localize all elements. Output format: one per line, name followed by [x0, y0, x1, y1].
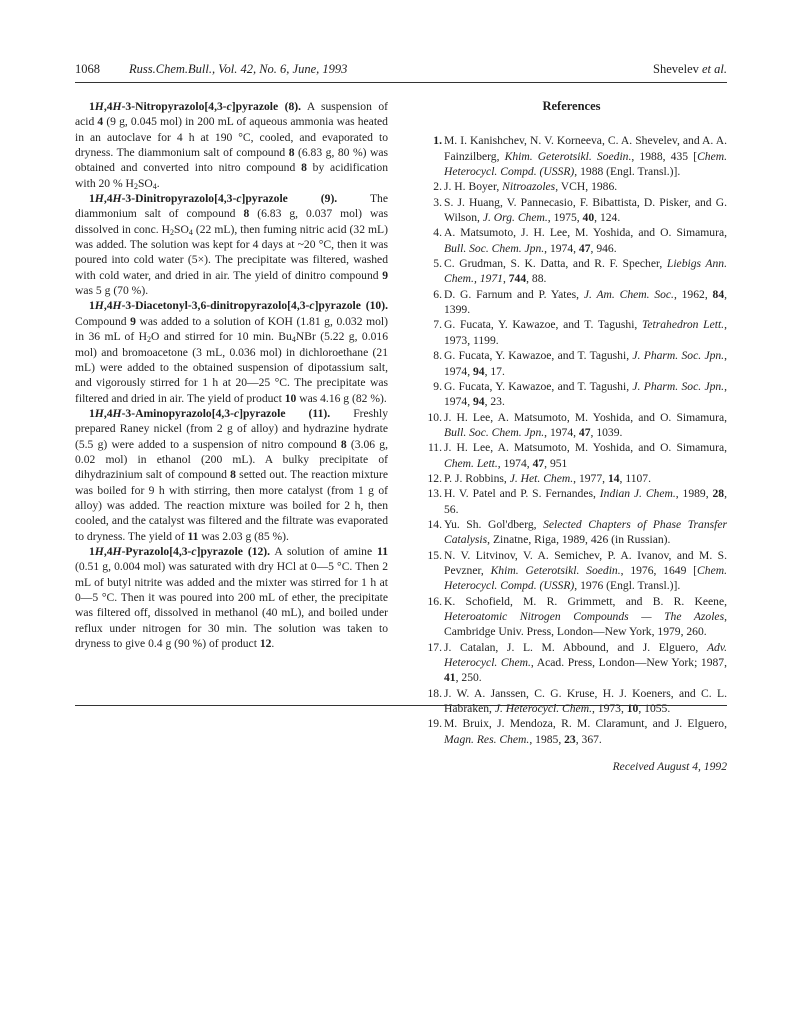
reference-text: H. V. Patel and P. S. Fernandes, — [444, 487, 600, 501]
reference-volume: 28 — [712, 487, 725, 501]
reference-source: Indian J. Chem. — [599, 487, 676, 501]
reference-item — [416, 594, 727, 640]
reference-text: J. H. Lee, A. Matsumoto, M. Yoshida, and O. Simamura, — [444, 410, 727, 424]
reference-text: A. Matsumoto, J. H. Lee, M. Yoshida, and O. Simamura, — [444, 226, 727, 240]
reference-text: , 1974, — [497, 456, 533, 470]
reference-volume: 10 — [626, 702, 639, 716]
reference-text: , 1975, — [547, 211, 583, 225]
running-header — [75, 62, 727, 80]
reference-text: K. Schofield, M. R. Grimmett, and B. R. Keene, — [444, 594, 727, 608]
header-rule — [75, 82, 727, 83]
reference-source: Chem. Lett. — [444, 456, 498, 470]
reference-volume: 84 — [712, 287, 725, 301]
reference-source: Adv. Heterocycl. Chem. — [444, 640, 727, 670]
reference-text: , 1976 (Engl. Transl.)]. — [574, 579, 681, 593]
reference-number: 5. — [433, 257, 442, 271]
reference-text: , 23. — [484, 395, 505, 409]
reference-text: G. Fucata, Y. Kawazoe, and T. Tagushi, — [444, 379, 633, 393]
reference-text: G. Fucata, Y. Kawazoe, and T. Tagushi, — [444, 318, 642, 332]
reference-text: , 1977, — [573, 471, 608, 485]
reference-item — [416, 471, 727, 486]
reference-text: , 1973, — [591, 702, 627, 716]
procedure-title-12: 1H,4H-Pyrazolo[4,3-c]pyrazole (12). — [89, 544, 271, 558]
reference-text: , 124. — [594, 211, 621, 225]
reference-source: Bull. Soc. Chem. Jpn. — [444, 241, 545, 255]
footer-rule — [75, 705, 727, 706]
reference-number: 11. — [427, 441, 442, 455]
reference-text: , 1974, — [544, 425, 579, 439]
reference-text: J. W. A. Janssen, C. G. Kruse, H. J. Koeners, and C. L. Habraken, — [444, 686, 727, 716]
procedure-paragraph-9: 1H,4H-3-Dinitropyrazolo[4,3-c]pyrazole (9). The diammonium salt of compound 8 (6.83 g, 0.037 mol) was dissolved in conc. $H_2SO_4$ (22 mL), then fuming nitric acid (32 mL) was added. The solution was kept for 4 days at ~20 °C, then it was poured into cold water (5×). The precipitate was filtered, washed with cold water, and dried in air. The yield of dinitro compound 9 was 5 g (70 %). — [75, 192, 388, 298]
reference-source: Heteroatomic Nitrogen Compounds — The Azoles — [444, 610, 725, 623]
reference-number: 7. — [433, 318, 442, 332]
reference-text: D. G. Farnum and P. Yates, — [444, 287, 584, 301]
reference-number: 16. — [427, 594, 442, 608]
reference-text: , 1973, 1199. — [444, 318, 727, 347]
reference-number: 3. — [433, 195, 442, 209]
reference-source: Magn. Res. Chem. — [444, 732, 530, 746]
reference-number: 8. — [433, 349, 442, 363]
reference-text: , 1989, — [675, 487, 713, 501]
reference-volume: 94 — [472, 395, 485, 409]
procedure-title-9: 1H,4H-3-Dinitropyrazolo[4,3-c]pyrazole (9). — [89, 192, 338, 206]
reference-source: Tetrahedron Lett. — [642, 318, 725, 332]
reference-item — [416, 440, 727, 471]
authors-name: Shevelev — [653, 62, 699, 76]
reference-volume: 94 — [472, 364, 485, 378]
reference-text: , 1988, 435 [ — [631, 149, 698, 163]
reference-text: , 1988 (Engl. Transl.)]. — [574, 165, 681, 179]
reference-source: Liebigs Ann. Chem., 1971 — [444, 257, 727, 286]
reference-text: , 946. — [590, 241, 617, 255]
reference-number: 6. — [433, 287, 442, 301]
reference-number: 12. — [427, 471, 442, 485]
reference-text: , 1976, 1649 [ — [620, 563, 698, 577]
reference-text: , Acad. Press, London—New York; 1987, — [530, 656, 727, 670]
reference-text: , 1974, — [544, 241, 579, 255]
reference-number: 14. — [427, 517, 442, 531]
reference-text: , 1039. — [590, 425, 623, 439]
reference-number: 15. — [427, 548, 442, 562]
reference-text: , 367. — [575, 732, 602, 746]
reference-item — [416, 179, 727, 194]
reference-text: , 250. — [455, 671, 482, 685]
reference-text: M. Bruix, J. Mendoza, R. M. Claramunt, and J. Elguero, — [444, 717, 727, 731]
reference-source: J. Am. Chem. Soc. — [583, 287, 674, 301]
reference-text: , 1107. — [619, 471, 651, 485]
procedure-paragraph-8: 1H,4H-3-Nitropyrazolo[4,3-c]pyrazole (8). A suspension of acid 4 (9 g, 0.045 mol) in 200 mL of aqueous ammonia was heated in an autoclave for 4 h at 190 °C, cooled, and evaporated to dryness. The diammonium salt of compound 8 (6.83 g, 80 %) was obtained and converted into nitro compound 8 by acidification with 20 % $H_2SO_4$. — [75, 100, 389, 191]
reference-text: S. J. Huang, V. Pannecasio, F. Bibattista, D. Pisker, and G. Wilson, — [444, 195, 727, 225]
reference-source: Chem. Heterocycl. Compd. (USSR) — [444, 563, 727, 593]
procedure-paragraph-12: 1H,4H-Pyrazolo[4,3-c]pyrazole (12). A solution of amine 11 (0.51 g, 0.004 mol) was saturated with dry HCl at 0—5 °C. Then 2 mL of butyl nitrite was added and the mixter was stirred for 1 h at 0—5 °C. Then it was poured into 200 mL of ether, the precipitate was filtered off, dissolved in methanol (40 mL), and boiled under reflux under nitrogen for 30 min. The solution was taken to dryness to give 0.4 g (90 %) of product 12. — [75, 544, 388, 651]
reference-number: 19. — [427, 717, 442, 731]
authors-etal: et al. — [702, 62, 727, 76]
reference-number: 1. — [433, 134, 442, 148]
reference-item — [416, 379, 727, 410]
reference-text: N. V. Litvinov, V. A. Semichev, P. A. Ivanov, and M. S. Pevzner, — [444, 548, 727, 577]
reference-text: , 88. — [526, 272, 547, 286]
reference-source: J. Heterocycl. Chem. — [494, 702, 592, 716]
reference-source: J. Het. Chem. — [509, 471, 574, 485]
reference-text: P. J. Robbins, — [444, 471, 510, 485]
reference-text: , 1055. — [638, 702, 671, 716]
reference-source: Chem. Heterocycl. Compd. (USSR) — [444, 149, 728, 179]
references-column — [416, 99, 727, 774]
reference-text: , VCH, 1986. — [555, 180, 618, 194]
reference-text: M. I. Kanishchev, N. V. Korneeva, C. A. Shevelev, and A. A. Fainzilberg, — [444, 134, 727, 163]
reference-text: , Zinatne, Riga, 1989, 426 (in Russian). — [487, 533, 671, 547]
reference-text: , 1962, — [673, 287, 713, 301]
reference-item — [416, 256, 727, 287]
reference-number: 17. — [427, 640, 442, 654]
reference-text: , 951 — [544, 456, 568, 470]
reference-text: , 17. — [484, 364, 505, 378]
reference-item — [416, 640, 727, 686]
reference-text: , 1974, — [444, 349, 727, 378]
reference-source: J. Org. Chem. — [482, 211, 548, 225]
reference-volume: 47 — [578, 425, 591, 439]
reference-volume: 47 — [532, 456, 545, 470]
reference-list — [416, 133, 727, 747]
reference-text: , Cambridge Univ. Press, London—New York, 1979, 260. — [444, 610, 727, 639]
reference-text: , 1974, — [444, 379, 727, 409]
reference-text: J. H. Boyer, — [444, 180, 503, 194]
procedure-title-8: 1H,4H-3-Nitropyrazolo[4,3-c]pyrazole (8). — [89, 100, 302, 113]
reference-source: Khim. Geterotsikl. Soedin. — [490, 563, 621, 577]
reference-item — [416, 317, 727, 348]
reference-item — [416, 716, 727, 747]
reference-text: J. H. Lee, A. Matsumoto, M. Yoshida, and O. Simamura, — [444, 441, 727, 455]
reference-item — [416, 686, 727, 717]
reference-item — [416, 225, 727, 256]
reference-volume: 47 — [578, 241, 591, 255]
reference-source: Selected Chapters of Phase Transfer Catalysis — [444, 517, 728, 547]
reference-volume: 14 — [607, 471, 620, 485]
reference-source: J. Pharm. Soc. Jpn. — [632, 379, 725, 393]
reference-volume: 40 — [582, 211, 595, 225]
reference-volume: 744 — [508, 272, 527, 286]
reference-text: , — [502, 272, 509, 286]
procedure-title-11: 1H,4H-3-Aminopyrazolo[4,3-c]pyrazole (11). — [89, 406, 331, 420]
reference-source: Khim. Geterotsikl. Soedin. — [504, 149, 632, 163]
reference-item — [416, 517, 727, 548]
reference-item — [416, 410, 727, 441]
procedure-title-10: 1H,4H-3-Diacetonyl-3,6-dinitropyrazolo[4,3-c]pyrazole (10). — [89, 299, 388, 313]
reference-number: 2. — [433, 180, 442, 194]
reference-item — [416, 548, 727, 594]
reference-text: C. Grudman, S. K. Datta, and R. F. Specher, — [444, 257, 667, 271]
procedure-paragraph-10: 1H,4H-3-Diacetonyl-3,6-dinitropyrazolo[4,3-c]pyrazole (10). Compound 9 was added to a solution of KOH (1.81 g, 0.032 mol) in 36 mL of $H_2O$ and stirred for 10 min. $Bu_4NBr$ (5.22 g, 0.016 mol) and bromoacetone (3 mL, 0.036 mol) in dichloroethane (21 mL) were added to the obtained suspension of dipotassium salt, and vigorously stirred for 1 h at 20—25 °C. The precipitate was filtered and dried in air. The yield of product 10 was 4.16 g (82 %). — [75, 299, 389, 405]
reference-number: 18. — [427, 686, 442, 700]
journal-citation: Russ.Chem.Bull., Vol. 42, No. 6, June, 1993 — [129, 62, 348, 76]
procedure-paragraph-11: 1H,4H-3-Aminopyrazolo[4,3-c]pyrazole (11). Freshly prepared Raney nickel (from 2 g of alloy) and hydrazine hydrate (5.5 g) were added to a suspension of nitro compound 8 (3.06 g, 0.02 mol) in ethanol (200 mL). A bulky precipitate of dihydrazinium salt of compound 8 setted out. The reaction mixture was boiled for 9 h with stirring, then more catalyst (from 1 g of alloy) was added. The reaction mixture was boiled for 2 h, then cooled, and the catalyst was filtered and the filtrate was evaporated to dryness. The yield of 11 was 2.03 g (85 %). — [75, 406, 388, 543]
references-heading: References — [542, 99, 601, 113]
reference-text: , 1985, — [529, 732, 565, 746]
reference-number: 10. — [427, 410, 442, 424]
reference-source: Bull. Soc. Chem. Jpn. — [444, 425, 545, 439]
received-date: Received August 4, 1992 — [612, 760, 727, 774]
experimental-column — [75, 99, 388, 651]
reference-text: , 56. — [444, 487, 727, 516]
reference-number: 13. — [427, 487, 442, 501]
reference-volume: 41 — [444, 671, 456, 685]
reference-text: G. Fucata, Y. Kawazoe, and T. Tagushi, — [444, 349, 633, 363]
reference-source: J. Pharm. Soc. Jpn. — [632, 349, 725, 363]
reference-item — [416, 486, 727, 517]
reference-text: Yu. Sh. Gol'dberg, — [444, 517, 544, 531]
reference-source: Nitroazoles — [502, 180, 556, 194]
reference-text: , 1399. — [444, 287, 728, 317]
reference-number: 9. — [433, 379, 442, 393]
reference-item — [416, 287, 727, 318]
page-number: 1068 — [75, 62, 100, 76]
reference-item — [416, 195, 727, 226]
reference-number: 4. — [433, 226, 442, 240]
reference-volume: 23 — [564, 732, 576, 746]
running-authors — [653, 62, 727, 77]
reference-item — [416, 348, 727, 379]
reference-text: J. Catalan, J. L. M. Abbound, and J. Elguero, — [444, 640, 707, 654]
reference-item — [416, 133, 727, 179]
